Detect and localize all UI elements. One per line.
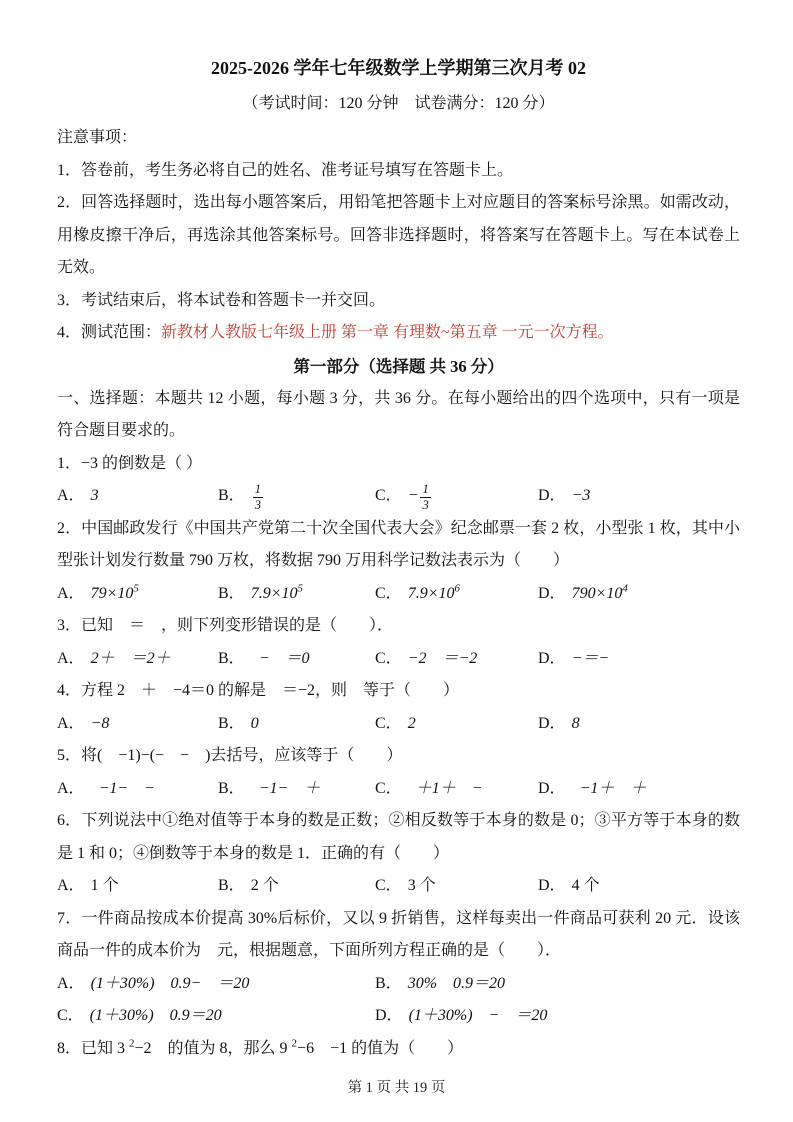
question-5-option-C bbox=[375, 773, 538, 806]
question-7-option-A bbox=[57, 968, 375, 1001]
note-4-prefix: 4．测试范围： bbox=[57, 324, 162, 341]
option-value: −2 ＝−2 bbox=[407, 649, 478, 667]
option-value: −1− − bbox=[82, 779, 155, 797]
question-7-option-D bbox=[375, 1000, 740, 1033]
question-3-option-C bbox=[375, 643, 538, 676]
question-4-option-D bbox=[538, 708, 740, 741]
note-3: 3．考试结束后，将本试卷和答题卡一并交回。 bbox=[57, 291, 386, 309]
question-5-stem: 5．将( −1)−(− − )去括号，应该等于（ ） bbox=[57, 747, 403, 764]
option-value: $\frac{1}{3}$ bbox=[254, 481, 261, 512]
question-7 bbox=[57, 903, 740, 1033]
question-6-option-C bbox=[375, 870, 538, 903]
note-1: 1．答卷前，考生务必将自己的姓名、准考证号填写在答题卡上。 bbox=[57, 161, 514, 179]
option-value: 2＋ ＝2＋ bbox=[90, 649, 171, 667]
question-2-options bbox=[57, 578, 740, 611]
option-label: C． bbox=[375, 877, 402, 894]
option-value: (1＋30%) − ＝20 bbox=[408, 1007, 548, 1024]
question-5-option-D bbox=[538, 773, 740, 806]
question-6-options bbox=[57, 870, 740, 903]
option-value: $79\times 10^5$ bbox=[90, 582, 139, 602]
option-label: B． bbox=[218, 779, 237, 797]
option-label: C． bbox=[375, 714, 402, 732]
option-value: −1＋ ＋ bbox=[563, 779, 647, 797]
option-value: $7.9\times 10^5$ bbox=[250, 582, 303, 602]
note-2: 2．回答选择题时，选出每小题答案后，用铅笔把答题卡上对应题目的答案标号涂黑。如需改动，用橡皮擦干净后，再选涂其他答案标号。回答非选择题时，将答案写在答题卡上。写在本试卷上无效。 bbox=[57, 194, 740, 276]
option-value: (1＋30%) 0.9＝20 bbox=[89, 1007, 222, 1024]
option-label: B． bbox=[218, 649, 237, 667]
option-label: C． bbox=[375, 779, 394, 797]
option-value: 3 bbox=[90, 487, 99, 504]
question-4-stem: 4．方程 2 ＋ −4＝0 的解是 ＝−2，则 等于（ ） bbox=[57, 682, 460, 699]
question-8 bbox=[57, 1033, 740, 1066]
question-3 bbox=[57, 610, 740, 675]
question-1-option-D bbox=[538, 480, 740, 513]
section-intro: 一、选择题：本题共 12 小题，每小题 3 分，共 36 分。在每小题给出的四个选项中，只有一项是符合题目要求的。 bbox=[57, 389, 740, 439]
option-value: 30% 0.9＝20 bbox=[407, 974, 506, 992]
option-value: −1− ＋ bbox=[242, 779, 321, 797]
option-label: D． bbox=[538, 779, 558, 797]
exam-subtitle: （考试时间：120 分钟 试卷满分：120 分） bbox=[242, 95, 555, 112]
option-label: B． bbox=[218, 584, 245, 602]
question-6-option-D bbox=[538, 870, 740, 903]
option-label: D． bbox=[375, 1007, 403, 1024]
option-value: 3 个 bbox=[407, 877, 436, 894]
question-3-option-D bbox=[538, 643, 740, 676]
option-label: C． bbox=[375, 584, 402, 602]
question-5 bbox=[57, 740, 740, 805]
question-6 bbox=[57, 805, 740, 903]
question-8-stem: 8．已知 3 $^2$−2 的值为 8，那么 9 $^2$−6 −1 的值为（ ） bbox=[57, 1037, 464, 1057]
option-label: A． bbox=[57, 877, 85, 894]
exam-title: 2025-2026 学年七年级数学上学期第三次月考 02 bbox=[211, 58, 586, 78]
question-3-stem: 3．已知 ＝ ，则下列变形错误的是（ ）． bbox=[57, 617, 394, 634]
option-value: 2 bbox=[407, 714, 416, 732]
option-label: D． bbox=[538, 487, 566, 504]
option-label: D． bbox=[538, 714, 566, 732]
page-footer: 第 1 页 共 19 页 bbox=[347, 1080, 446, 1096]
question-6-stem: 6．下列说法中①绝对值等于本身的数是正数；②相反数等于本身的数是 0；③平方等于本身的数是 1 和 0；④倒数等于本身的数是 1．正确的有（ ） bbox=[57, 812, 740, 862]
question-1-option-C bbox=[375, 480, 538, 513]
question-3-options bbox=[57, 643, 740, 676]
question-2-option-D bbox=[538, 578, 740, 611]
option-label: A． bbox=[57, 584, 85, 602]
option-value: 0 bbox=[250, 714, 259, 732]
option-value: − ＝0 bbox=[242, 649, 310, 667]
question-2-option-A bbox=[57, 578, 218, 611]
option-label: D． bbox=[538, 877, 566, 894]
question-2 bbox=[57, 513, 740, 611]
option-value: −＝− bbox=[571, 649, 610, 667]
option-label: B． bbox=[375, 974, 402, 992]
question-7-options bbox=[57, 968, 740, 1033]
option-label: A． bbox=[57, 779, 77, 797]
questions-list bbox=[57, 448, 740, 1066]
option-label: A． bbox=[57, 974, 85, 992]
option-label: D． bbox=[538, 649, 566, 667]
question-1 bbox=[57, 448, 740, 513]
option-label: A． bbox=[57, 487, 85, 504]
question-4-options bbox=[57, 708, 740, 741]
question-1-option-B bbox=[218, 480, 375, 513]
section-header: 第一部分（选择题 共 36 分） bbox=[293, 356, 504, 376]
option-label: B． bbox=[218, 877, 245, 894]
option-label: A． bbox=[57, 714, 85, 732]
option-value: 8 bbox=[571, 714, 580, 732]
question-1-options bbox=[57, 480, 740, 513]
question-2-stem: 2．中国邮政发行《中国共产党第二十次全国代表大会》纪念邮票一套 2 枚，小型张 1 枚，其中小型张计划发行数量 790 万枚，将数据 790 万用科学记数法表示为（ ） bbox=[57, 519, 740, 569]
notes-header: 注意事项： bbox=[57, 129, 138, 146]
question-7-option-B bbox=[375, 968, 740, 1001]
question-6-option-A bbox=[57, 870, 218, 903]
option-value: ＋1＋ − bbox=[399, 779, 483, 797]
question-4 bbox=[57, 675, 740, 740]
question-4-option-C bbox=[375, 708, 538, 741]
question-1-stem: 1．−3 的倒数是（ ） bbox=[57, 454, 203, 472]
option-label: B． bbox=[218, 714, 245, 732]
question-7-option-C bbox=[57, 1000, 375, 1033]
question-4-option-B bbox=[218, 708, 375, 741]
option-value: −8 bbox=[90, 714, 110, 732]
option-label: C． bbox=[375, 649, 402, 667]
question-3-option-B bbox=[218, 643, 375, 676]
option-value: (1＋30%) 0.9− ＝20 bbox=[90, 974, 250, 992]
note-4 bbox=[57, 317, 740, 350]
option-value: 2 个 bbox=[250, 877, 279, 894]
option-value: −3 bbox=[571, 487, 591, 504]
question-1-option-A bbox=[57, 480, 218, 513]
option-value: $790\times 10^4$ bbox=[571, 582, 628, 602]
option-label: D． bbox=[538, 584, 566, 602]
option-value: 1 个 bbox=[90, 877, 119, 894]
option-label: B． bbox=[218, 487, 245, 504]
question-6-option-B bbox=[218, 870, 375, 903]
question-5-options bbox=[57, 773, 740, 806]
option-label: C． bbox=[375, 487, 402, 504]
option-value: 4 个 bbox=[571, 877, 600, 894]
question-5-option-B bbox=[218, 773, 375, 806]
question-2-option-C bbox=[375, 578, 538, 611]
option-label: A． bbox=[57, 649, 85, 667]
note-4-test-scope: 新教材人教版七年级上册 第一章 有理数~第五章 一元一次方程。 bbox=[161, 324, 614, 341]
question-4-option-A bbox=[57, 708, 218, 741]
question-2-option-B bbox=[218, 578, 375, 611]
option-value: − $\frac{1}{3}$ bbox=[407, 481, 429, 512]
question-3-option-A bbox=[57, 643, 218, 676]
option-value: $7.9\times 10^6$ bbox=[407, 582, 460, 602]
option-label: C． bbox=[57, 1007, 84, 1024]
question-5-option-A bbox=[57, 773, 218, 806]
question-7-stem: 7．一件商品按成本价提高 30%后标价，又以 9 折销售，这样每卖出一件商品可获利 20 元．设该商品一件的成本价为 元，根据题意，下面所列方程正确的是（ ）． bbox=[57, 909, 740, 959]
